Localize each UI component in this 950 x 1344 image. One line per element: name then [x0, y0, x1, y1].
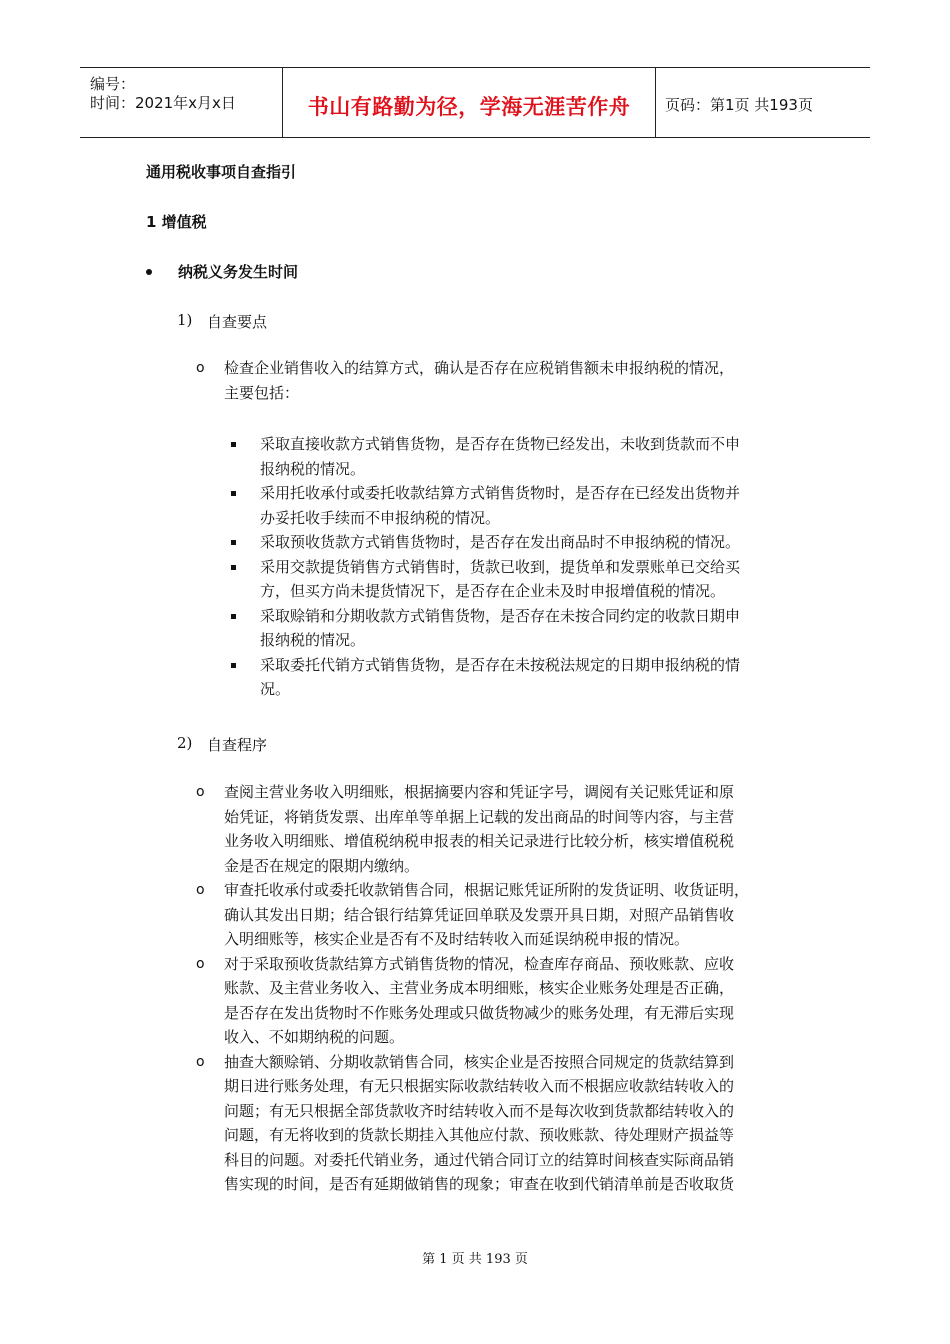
- header-page-number: 页码：第1页 共193页: [665, 96, 813, 114]
- sub2-number: 2): [177, 734, 193, 752]
- page-footer: 第 1 页 共 193 页: [422, 1252, 528, 1267]
- sub2-item-line: 是否存在发出货物时不作账务处理或只做货物减少的账务处理，有无滞后实现: [224, 1003, 735, 1022]
- sub2-item-line: 问题；有无只根据全部货款收齐时结转收入而不是每次收到货款都结转收入的: [224, 1101, 735, 1120]
- sub1-item: [260, 432, 740, 481]
- sub2-item-line: 入明细账等，核实企业是否有不及时结转收入而延误纳税申报的情况。: [224, 930, 690, 948]
- sub1-item: [260, 481, 740, 530]
- circle-bullet-icon: o: [196, 784, 205, 800]
- sub2-item-line: 账款、及主营业务收入、主营业务成本明细账，核实企业账务处理是否正确，: [224, 979, 735, 997]
- square-bullet-icon: [231, 442, 236, 447]
- sub2-item-line: 审查托收承付或委托收款销售合同，根据记账凭证所附的发货证明、收货证明，: [224, 881, 750, 899]
- sub2-item-line: 售实现的时间，是否有延期做销售的现象；审查在收到代销清单前是否收取货: [224, 1175, 735, 1193]
- sub1-item-line: 采取赊销和分期收款方式销售货物，是否存在未按合同约定的收款日期申: [260, 606, 741, 625]
- sub2-item-line: 确认其发出日期；结合银行结算凭证回单联及发票开具日期，对照产品销售收: [224, 905, 735, 924]
- sub1-item-line: 报纳税的情况。: [260, 459, 366, 478]
- doc-number-label: 编号：: [90, 75, 136, 93]
- header-motto-cell: [282, 68, 656, 137]
- sub1-item-line: 采用托收承付或委托收款结算方式销售货物时，是否存在已经发出货物并: [260, 484, 741, 502]
- square-bullet-icon: [231, 663, 236, 668]
- sub1-item: [260, 653, 740, 702]
- sub1-item-line: 报纳税的情况。: [260, 631, 366, 649]
- square-bullet-icon: [231, 565, 236, 570]
- sub1-item-line: 采用交款提货销售方式销售时，货款已收到，提货单和发票账单已交给买: [260, 557, 741, 576]
- circle-bullet-icon: o: [196, 882, 205, 898]
- sub1-intro: [224, 356, 734, 405]
- sub2-label: 自查程序: [207, 736, 268, 754]
- sub1-item-line: 方，但买方尚未提货情况下，是否存在企业未及时申报增值税的情况。: [260, 582, 726, 600]
- sub1-intro-line: 检查企业销售收入的结算方式，确认是否存在应税销售额未申报纳税的情况，: [224, 359, 735, 377]
- sub2-item-line: 问题，有无将收到的货款长期挂入其他应付款、预收账款、待处理财产损益等: [224, 1126, 735, 1144]
- sub2-item-line: 始凭证，将销货发票、出库单等单据上记载的发出商品的时间等内容，与主营: [224, 807, 735, 826]
- sub1-number: 1): [177, 311, 193, 329]
- circle-bullet-icon: o: [196, 1053, 205, 1070]
- header-page-cell: [655, 68, 870, 137]
- sub2-item-line: 金是否在规定的限期内缴纳。: [224, 856, 420, 875]
- sub2-item-line: 查阅主营业务收入明细账，根据摘要内容和凭证字号，调阅有关记账凭证和原: [224, 783, 735, 801]
- circle-bullet-icon: o: [196, 360, 205, 376]
- square-bullet-icon: [231, 540, 236, 545]
- sub1-label: 自查要点: [207, 313, 268, 331]
- sub2-item-line: 科目的问题。对委托代销业务，通过代销合同订立的结算时间核查实际商品销: [224, 1150, 735, 1169]
- sub1-item: [260, 604, 740, 653]
- circle-bullet-icon: o: [196, 955, 205, 972]
- page-header: [80, 67, 870, 138]
- sub2-item: [224, 1050, 734, 1197]
- header-meta-cell: [80, 68, 282, 137]
- sub1-item-line: 采取委托代销方式销售货物，是否存在未按税法规定的日期申报纳税的情: [260, 655, 741, 674]
- sub1-item: [260, 555, 740, 604]
- doc-date-label: 时间：2021年x月x日: [90, 94, 236, 112]
- bullet-dot-icon: [146, 269, 152, 275]
- square-bullet-icon: [231, 491, 236, 496]
- document-title: 通用税收事项自查指引: [146, 163, 297, 181]
- square-bullet-icon: [231, 614, 236, 619]
- sub1-intro-line: 主要包括：: [224, 383, 300, 402]
- sub2-item: [224, 952, 734, 1050]
- sub2-item-line: 对于采取预收货款结算方式销售货物的情况，检查库存商品、预收账款、应收: [224, 954, 735, 973]
- sub2-item-line: 抽查大额赊销、分期收款销售合同，核实企业是否按照合同规定的货款结算到: [224, 1052, 735, 1071]
- header-motto: 书山有路勤为径，学海无涯苦作舟: [307, 95, 631, 119]
- section-heading: 1 增值税: [146, 213, 207, 231]
- sub2-item: [224, 780, 734, 878]
- sub2-item-line: 业务收入明细账、增值税纳税申报表的相关记录进行比较分析，核实增值税税: [224, 832, 735, 850]
- sub1-item: [260, 530, 740, 555]
- sub1-item-line: 况。: [260, 680, 291, 698]
- bullet-heading: 纳税义务发生时间: [178, 263, 299, 281]
- sub2-item-line: 收入、不如期纳税的问题。: [224, 1028, 405, 1046]
- sub1-item-line: 办妥托收手续而不申报纳税的情况。: [260, 508, 501, 527]
- sub2-item: [224, 878, 749, 952]
- sub2-item-line: 期日进行账务处理，有无只根据实际收款结转收入而不根据应收款结转收入的: [224, 1077, 735, 1095]
- sub1-item-line: 采取预收货款方式销售货物时，是否存在发出商品时不申报纳税的情况。: [260, 533, 741, 551]
- sub1-item-line: 采取直接收款方式销售货物，是否存在货物已经发出，未收到货款而不申: [260, 435, 741, 453]
